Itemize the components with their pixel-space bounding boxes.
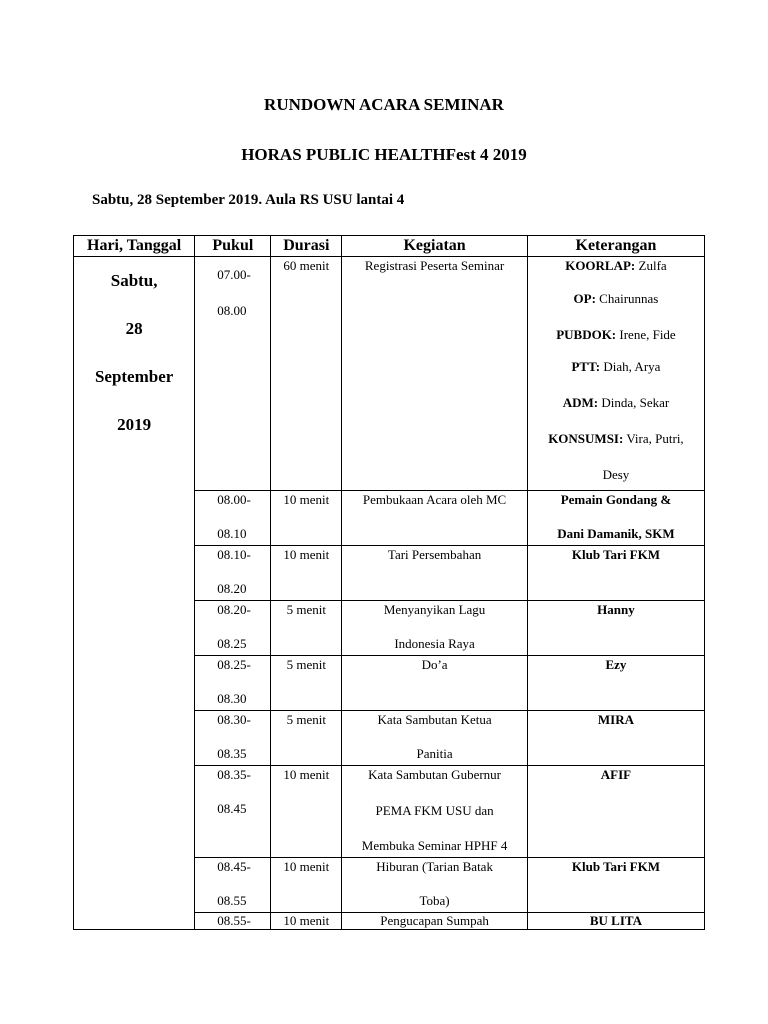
year: 2019 — [117, 415, 152, 434]
time-end: 08.35 — [217, 746, 247, 761]
duration-cell: 10 menit — [271, 858, 342, 913]
committee-ptt: PTT: Diah, Arya — [571, 359, 661, 374]
committee-konsumsi-cont: Desy — [602, 467, 630, 482]
time-end: 08.25 — [217, 636, 247, 651]
header-pukul: Pukul — [195, 236, 271, 257]
time-end: 08.55 — [217, 893, 247, 908]
rundown-table — [73, 235, 705, 930]
activity-line: PEMA FKM USU dan — [375, 803, 494, 818]
committee-pubdok: PUBDOK: Irene, Fide — [556, 327, 676, 342]
activity-line: Panitia — [416, 746, 453, 761]
time-cell — [195, 491, 271, 546]
duration-cell: 60 menit — [271, 257, 342, 491]
time-start: 08.00- — [217, 492, 251, 507]
note-cell: BU LITA — [527, 913, 704, 930]
time-cell — [195, 858, 271, 913]
committee-adm: ADM: Dinda, Sekar — [562, 395, 670, 410]
time-cell — [195, 546, 271, 601]
note-cell: Klub Tari FKM — [527, 546, 704, 601]
activity-cell: Tari Persembahan — [342, 546, 528, 601]
header-hari-tanggal: Hari, Tanggal — [74, 236, 195, 257]
header-durasi: Durasi — [271, 236, 342, 257]
note-cell: MIRA — [527, 711, 704, 766]
time-start: 08.25- — [217, 657, 251, 672]
time-cell — [195, 601, 271, 656]
note-cell: Hanny — [527, 601, 704, 656]
header-kegiatan: Kegiatan — [342, 236, 528, 257]
time-cell — [195, 257, 271, 491]
activity-line: Kata Sambutan Ketua — [377, 712, 492, 727]
table-row — [74, 257, 705, 491]
activity-line: Menyanyikan Lagu — [383, 602, 486, 617]
header-keterangan: Keterangan — [527, 236, 704, 257]
document-subtitle: HORAS PUBLIC HEALTHFest 4 2019 — [241, 145, 527, 164]
time-start: 08.35- — [217, 767, 251, 782]
activity-line: Toba) — [419, 893, 450, 908]
time-start: 07.00- — [217, 267, 251, 282]
note-cell: AFIF — [527, 766, 704, 858]
month: September — [94, 367, 174, 386]
duration-cell: 10 menit — [271, 546, 342, 601]
activity-line: Membuka Seminar HPHF 4 — [361, 838, 508, 853]
duration-cell: 5 menit — [271, 711, 342, 766]
time-cell — [195, 913, 271, 930]
committee-konsumsi: KONSUMSI: Vira, Putri, — [548, 431, 684, 446]
activity-cell: Registrasi Peserta Seminar — [342, 257, 528, 491]
activity-line: Indonesia Raya — [394, 636, 475, 651]
activity-line: Hiburan (Tarian Batak — [376, 859, 493, 874]
activity-cell — [342, 766, 528, 858]
note-cell: Klub Tari FKM — [527, 858, 704, 913]
table-header-row — [74, 236, 705, 257]
activity-cell — [342, 711, 528, 766]
time-cell — [195, 711, 271, 766]
activity-cell: Pengucapan Sumpah — [342, 913, 528, 930]
committee-op: OP: Chairunnas — [573, 291, 659, 306]
note-line: Dani Damanik, SKM — [557, 526, 675, 541]
time-end: 08.45 — [217, 801, 247, 816]
time-end: 08.10 — [217, 526, 247, 541]
time-start: 08.10- — [217, 547, 251, 562]
duration-cell: 5 menit — [271, 656, 342, 711]
activity-cell: Pembukaan Acara oleh MC — [342, 491, 528, 546]
time-start: 08.20- — [217, 602, 251, 617]
note-cell: Ezy — [527, 656, 704, 711]
note-line: Pemain Gondang & — [560, 492, 672, 507]
time-start: 08.45- — [217, 859, 251, 874]
duration-cell: 10 menit — [271, 913, 342, 930]
time-start: 08.55- — [217, 913, 251, 928]
day-cell — [74, 257, 195, 930]
duration-cell: 10 menit — [271, 491, 342, 546]
time-end: 08.20 — [217, 581, 247, 596]
day-name: Sabtu, — [110, 271, 158, 290]
duration-cell: 10 menit — [271, 766, 342, 858]
note-cell — [527, 491, 704, 546]
time-cell — [195, 656, 271, 711]
activity-cell — [342, 858, 528, 913]
duration-cell: 5 menit — [271, 601, 342, 656]
committee-koorlap: KOORLAP: Zulfa — [565, 258, 667, 273]
committee-cell — [527, 257, 704, 491]
activity-line: Kata Sambutan Gubernur — [368, 767, 501, 782]
activity-cell — [342, 601, 528, 656]
time-cell — [195, 766, 271, 858]
event-date-location: Sabtu, 28 September 2019. Aula RS USU lantai 4 — [92, 192, 405, 208]
document-title: RUNDOWN ACARA SEMINAR — [264, 95, 504, 114]
time-end: 08.00 — [217, 303, 247, 318]
activity-cell: Do’a — [342, 656, 528, 711]
time-start: 08.30- — [217, 712, 251, 727]
time-end: 08.30 — [217, 691, 247, 706]
day-number: 28 — [125, 319, 143, 338]
